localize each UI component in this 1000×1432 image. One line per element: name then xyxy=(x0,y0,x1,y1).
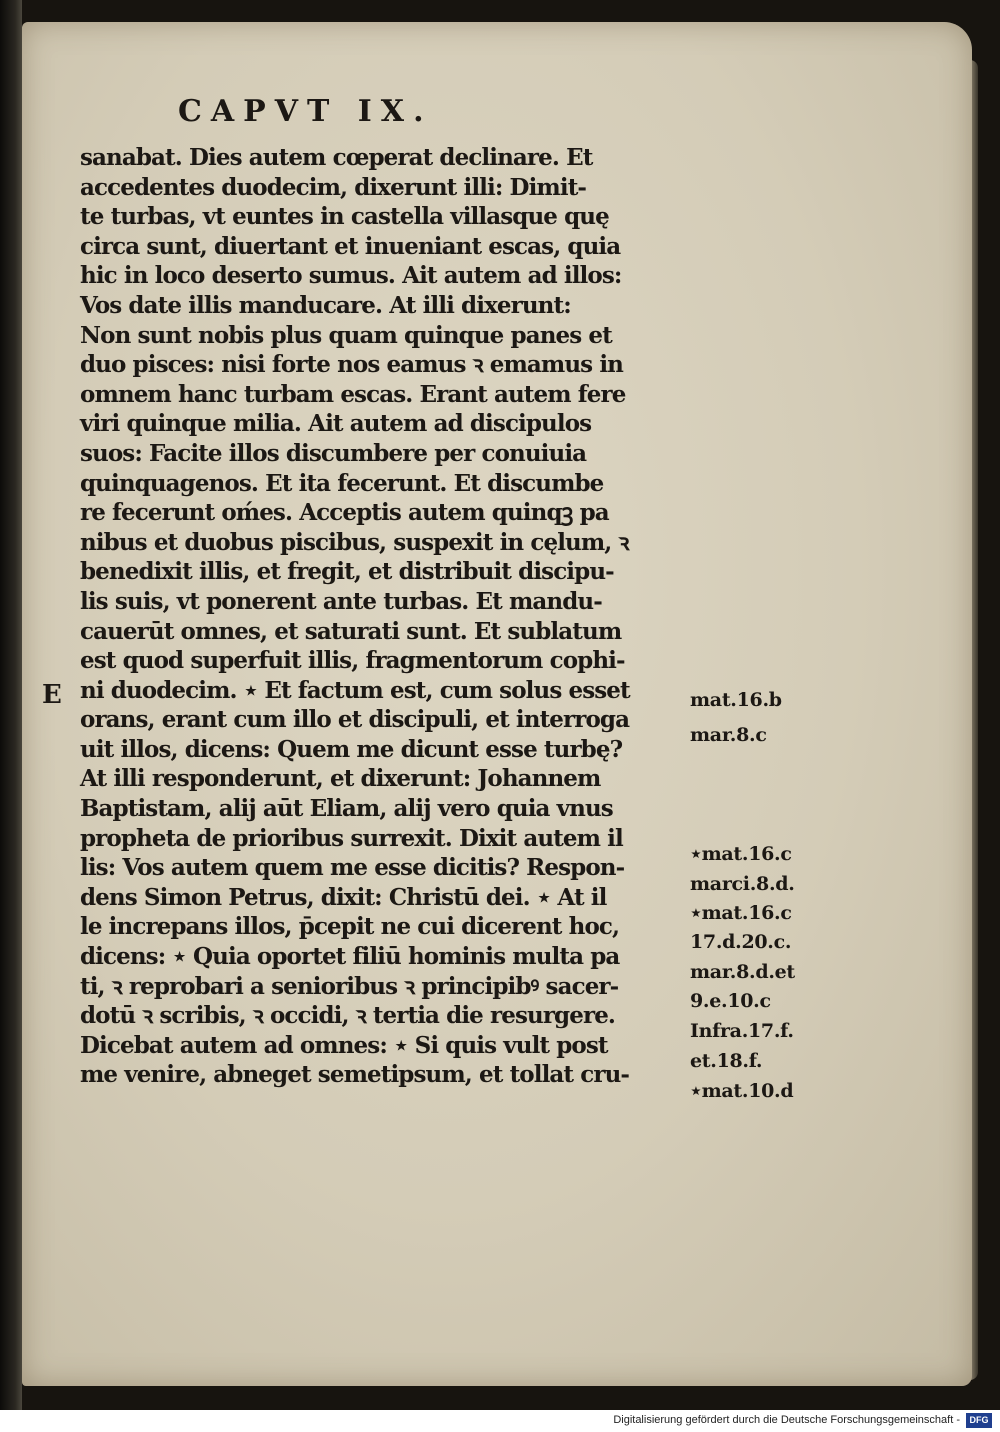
text-line: lis: Vos autem quem me esse dicitis? Respon- xyxy=(80,854,625,882)
margin-note: ⋆mat.10.d xyxy=(690,1080,794,1102)
margin-note: marci.8.d. xyxy=(690,873,795,895)
text-line: quinquagenos. Et ita fecerunt. Et discumbe xyxy=(80,469,604,497)
text-line: circa sunt, diuertant et inueniant escas, quia xyxy=(80,232,621,260)
text-line: omnem hanc turbam escas. Erant autem fere xyxy=(80,380,626,408)
text-line: accedentes duodecim, dixerunt illi: Dimit- xyxy=(80,173,587,201)
text-line: ti, ꝛ reprobari a senioribus ꝛ principibꝰ sacer- xyxy=(80,972,619,1000)
text-line: me venire, abneget semetipsum, et tollat cru- xyxy=(80,1061,630,1089)
text-line: ni duodecim. ⋆ Et factum est, cum solus esset xyxy=(80,676,630,704)
dfg-logo: DFG xyxy=(966,1413,992,1428)
text-line: benedixit illis, et fregit, et distribuit discipu- xyxy=(80,558,614,586)
body-text xyxy=(80,143,700,1090)
margin-note: mar.8.c xyxy=(690,724,767,746)
margin-note: ⋆mat.16.c xyxy=(690,902,792,924)
text-line: dens Simon Petrus, dixit: Christū dei. ⋆ At il xyxy=(80,883,607,911)
margin-note: 9.e.10.c xyxy=(690,990,771,1012)
text-line: duo pisces: nisi forte nos eamus ꝛ emamus in xyxy=(80,351,624,379)
text-line: dotū ꝛ scribis, ꝛ occidi, ꝛ tertia die resurgere. xyxy=(80,1002,616,1030)
margin-note: mar.8.d.et xyxy=(690,961,795,983)
funding-credit: Digitalisierung gefördert durch die Deutsche Forschungsgemeinschaft - xyxy=(613,1414,960,1426)
text-line: est quod superfuit illis, fragmentorum cophi- xyxy=(80,647,625,675)
running-head: CAPVT IX. xyxy=(178,94,433,129)
text-line: dicens: ⋆ Quia oportet filiū hominis multa pa xyxy=(80,943,620,971)
text-line: Non sunt nobis plus quam quinque panes et xyxy=(80,321,612,349)
margin-note: ⋆mat.16.c xyxy=(690,843,792,865)
text-line: orans, erant cum illo et discipuli, et interroga xyxy=(80,706,630,734)
text-line: Dicebat autem ad omnes: ⋆ Si quis vult post xyxy=(80,1031,608,1059)
text-line: Vos date illis manducare. At illi dixerunt: xyxy=(80,291,571,319)
margin-note: Infra.17.f. xyxy=(690,1020,794,1042)
text-line: lis suis, vt ponerent ante turbas. Et mandu- xyxy=(80,587,602,615)
margin-note: mat.16.b xyxy=(690,689,782,711)
text-line: hic in loco deserto sumus. Ait autem ad illos: xyxy=(80,262,622,290)
text-line: propheta de prioribus surrexit. Dixit autem il xyxy=(80,824,623,852)
text-line: At illi responderunt, et dixerunt: Johannem xyxy=(80,765,601,793)
text-line: cauerūt omnes, et saturati sunt. Et sublatum xyxy=(80,617,622,645)
text-line: le increpans illos, p̄cepit ne cui dicerent hoc, xyxy=(80,913,620,941)
margin-note: 17.d.20.c. xyxy=(690,931,792,953)
margin-note: et.18.f. xyxy=(690,1050,763,1072)
section-letter: E xyxy=(42,680,62,710)
text-line: re fecerunt oḿes. Acceptis autem quinqꝫ pa xyxy=(80,499,609,527)
binding-shadow xyxy=(0,0,22,1410)
text-line: te turbas, vt euntes in castella villasque quę xyxy=(80,203,609,231)
footer-bar xyxy=(0,1410,1000,1432)
text-line: Baptistam, alij aūt Eliam, alij vero quia vnus xyxy=(80,795,613,823)
text-line: suos: Facite illos discumbere per conuiuia xyxy=(80,439,587,467)
text-line: sanabat. Dies autem cœperat declinare. Et xyxy=(80,144,593,171)
text-line: nibus et duobus piscibus, suspexit in cęlum, ꝛ xyxy=(80,528,629,556)
text-line: viri quinque milia. Ait autem ad discipulos xyxy=(80,410,592,438)
text-line: uit illos, dicens: Quem me dicunt esse turbę? xyxy=(80,735,623,763)
